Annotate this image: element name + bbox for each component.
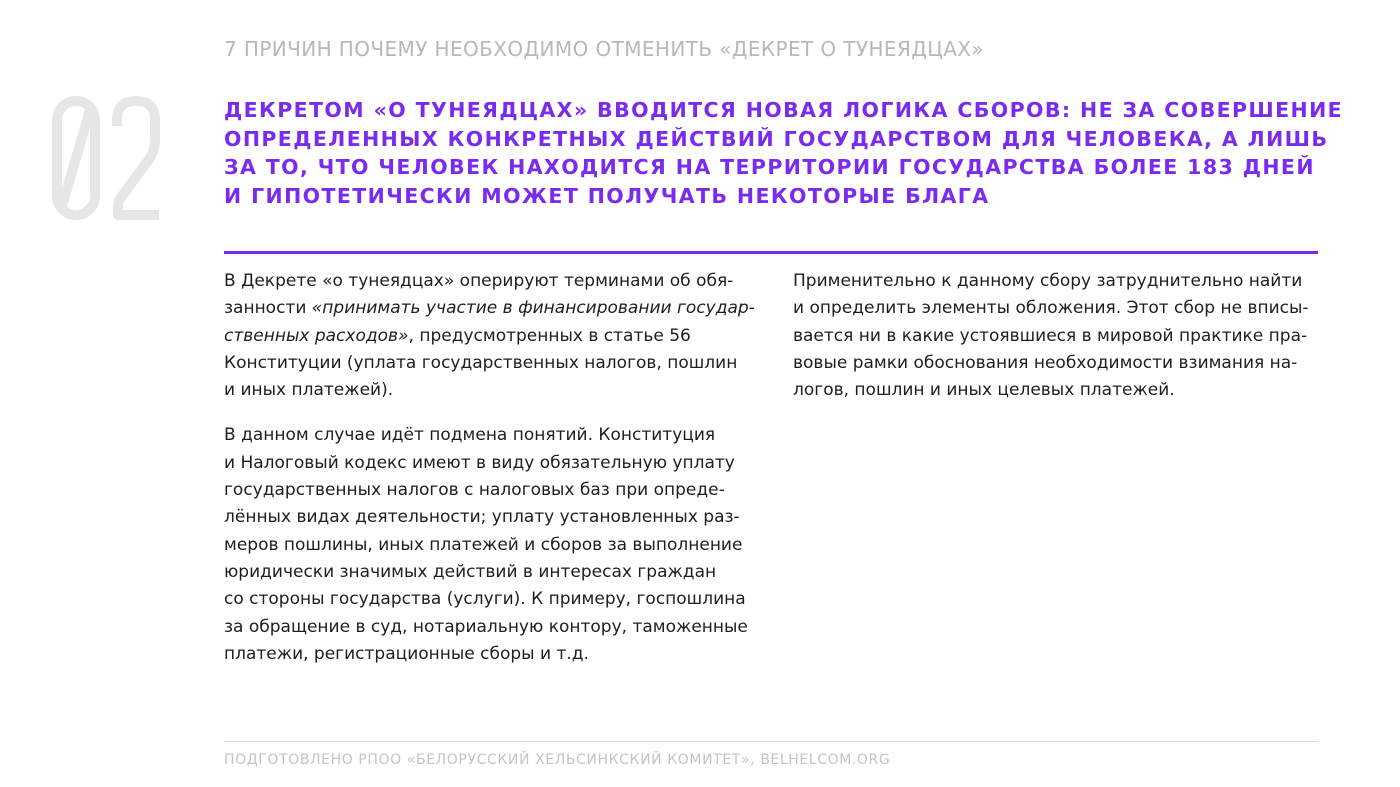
- text-line: и определить элементы обложения. Этот сбор не вписы-: [793, 298, 1309, 319]
- text-line: Применительно к данному сбору затруднительно найти: [793, 271, 1303, 291]
- text-line: государственных налогов с налоговых баз при опреде-: [224, 480, 725, 501]
- right-column: [793, 268, 1323, 422]
- text-line: и Налоговый кодекс имеют в виду обязательную уплату: [224, 452, 735, 473]
- text-line: логов, пошлин и иных целевых платежей.: [793, 380, 1175, 401]
- text-line: Конституции (уплата государственных налогов, пошлин: [224, 352, 738, 373]
- text-line: меров пошлины, иных платежей и сборов за выполнение: [224, 534, 743, 555]
- quoted-term-italic: «принимать участие в финансировании государ-: [311, 298, 755, 319]
- headline-line: ДЕКРЕТОМ «О ТУНЕЯДЦАХ» ВВОДИТСЯ НОВАЯ ЛОГИКА СБОРОВ: НЕ ЗА СОВЕРШЕНИЕ: [224, 98, 1344, 122]
- left-paragraph-1: [224, 268, 764, 404]
- section-number: [52, 88, 164, 228]
- text-line: со стороны государства (услуги). К примеру, госпошлина: [224, 589, 746, 610]
- headline-line: И ГИПОТЕТИЧЕСКИ МОЖЕТ ПОЛУЧАТЬ НЕКОТОРЫЕ БЛАГА: [224, 183, 990, 208]
- section-number-digit-2: [117, 101, 159, 215]
- text-line: [224, 295, 764, 322]
- text-line: [224, 323, 764, 350]
- quoted-term-italic: ственных расходов»: [224, 325, 409, 346]
- text-line: юридически значимых действий в интересах граждан: [224, 561, 717, 582]
- text-line: и иных платежей).: [224, 380, 394, 401]
- footer-credit: ПОДГОТОВЛЕНО РПОО «БЕЛОРУССКИЙ ХЕЛЬСИНКСКИЙ КОМИТЕТ», BELHELCOM.ORG: [224, 752, 891, 768]
- right-paragraph-1: [793, 268, 1323, 404]
- section-headline: [224, 96, 1344, 210]
- headline-line: ОПРЕДЕЛЕННЫХ КОНКРЕТНЫХ ДЕЙСТВИЙ ГОСУДАРСТВОМ ДЛЯ ЧЕЛОВЕКА, А ЛИШЬ: [224, 126, 1329, 151]
- text-line: вается ни в какие устоявшиеся в мировой практике пра-: [793, 325, 1308, 346]
- text-line: В Декрете «о тунеядцах» оперируют терминами об обя-: [224, 271, 734, 291]
- text-line: лённых видах деятельности; уплату установленных раз-: [224, 507, 740, 528]
- text-line: за обращение в суд, нотариальную контору, таможенные: [224, 616, 748, 637]
- text-line: вовые рамки обоснования необходимости взимания на-: [793, 352, 1298, 373]
- headline-line: ЗА ТО, ЧТО ЧЕЛОВЕК НАХОДИТСЯ НА ТЕРРИТОРИИ ГОСУДАРСТВА БОЛЕЕ 183 ДНЕЙ: [224, 155, 1315, 179]
- left-column: [224, 268, 764, 686]
- section-number-text: 02: [52, 88, 54, 89]
- text-line: В данном случае идёт подмена понятий. Конституция: [224, 425, 716, 446]
- section-number-digit-0-slash: [62, 110, 90, 206]
- footer-divider: [224, 741, 1318, 742]
- text-fragment: , предусмотренных в статье 56: [408, 325, 691, 346]
- text-fragment: занности: [224, 298, 312, 319]
- headline-divider: [224, 251, 1318, 254]
- text-line: платежи, регистрационные сборы и т.д.: [224, 643, 589, 664]
- document-supertitle: 7 ПРИЧИН ПОЧЕМУ НЕОБХОДИМО ОТМЕНИТЬ «ДЕКРЕТ О ТУНЕЯДЦАХ»: [224, 37, 985, 61]
- left-paragraph-2: [224, 422, 764, 668]
